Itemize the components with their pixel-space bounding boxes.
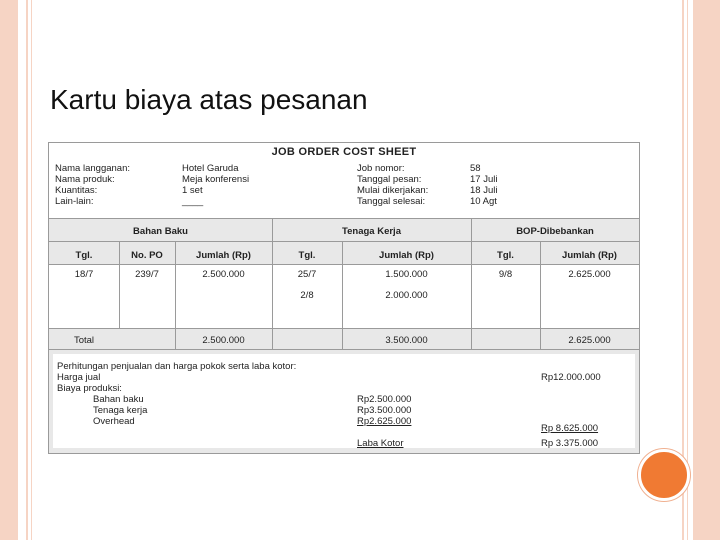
info-label: Lain-lain: bbox=[55, 196, 94, 207]
column-header: Tgl. bbox=[298, 250, 316, 261]
info-value: Hotel Garuda bbox=[182, 163, 239, 174]
info-label: Nama langganan: bbox=[55, 163, 130, 174]
cost-item-label: Bahan baku bbox=[93, 394, 144, 405]
slide-title: Kartu biaya atas pesanan bbox=[50, 84, 368, 115]
total-biaya-value: Rp 8.625.000 bbox=[541, 423, 599, 434]
info-value: 58 bbox=[470, 163, 481, 174]
table-cell: 18/7 bbox=[74, 269, 94, 280]
info-value: ____ bbox=[182, 196, 204, 207]
table-cell: 2.625.000 bbox=[568, 269, 611, 280]
divider bbox=[49, 218, 639, 219]
cost-item-value: Rp2.625.000 bbox=[357, 416, 412, 427]
info-label: Mulai dikerjakan: bbox=[357, 185, 429, 196]
info-label: Kuantitas: bbox=[55, 185, 98, 196]
table-cell: 25/7 bbox=[297, 269, 317, 280]
table-cell: 239/7 bbox=[135, 269, 159, 280]
info-label: Nama produk: bbox=[55, 174, 115, 185]
left-accent-line-thin bbox=[31, 0, 32, 540]
cost-item-value: Rp3.500.000 bbox=[357, 405, 412, 416]
info-value: Meja konferensi bbox=[182, 174, 250, 185]
calc-heading: Perhitungan penjualan dan harga pokok serta laba kotor: bbox=[57, 361, 297, 372]
info-label: Tanggal selesai: bbox=[357, 196, 426, 207]
table-cell: 2.500.000 bbox=[202, 269, 245, 280]
info-value: 18 Juli bbox=[470, 185, 498, 196]
divider bbox=[49, 349, 639, 350]
column-header: Tgl. bbox=[75, 250, 93, 261]
cost-item-value: Rp2.500.000 bbox=[357, 394, 412, 405]
column-header: Jumlah (Rp) bbox=[379, 250, 434, 261]
divider bbox=[49, 328, 639, 329]
info-label: Job nomor: bbox=[357, 163, 405, 174]
column-header: Tgl. bbox=[497, 250, 514, 261]
laba-kotor-value: Rp 3.375.000 bbox=[541, 438, 599, 449]
total-bop: 2.625.000 bbox=[568, 335, 611, 346]
divider bbox=[49, 241, 639, 242]
info-value: 17 Juli bbox=[470, 174, 498, 185]
right-accent-line-thin bbox=[687, 0, 688, 540]
total-label: Total bbox=[73, 335, 95, 346]
total-bahan-baku: 2.500.000 bbox=[202, 335, 245, 346]
column-divider bbox=[471, 218, 472, 349]
cost-item-label: Tenaga kerja bbox=[93, 405, 148, 416]
harga-jual-label: Harga jual bbox=[57, 372, 101, 383]
column-header: Jumlah (Rp) bbox=[196, 250, 251, 261]
section-header-tenaga-kerja: Tenaga Kerja bbox=[342, 226, 401, 237]
left-accent-bar bbox=[0, 0, 18, 540]
column-divider bbox=[272, 218, 273, 349]
right-accent-bar bbox=[693, 0, 720, 540]
divider bbox=[49, 264, 639, 265]
job-order-cost-sheet bbox=[48, 142, 640, 454]
section-header-bop: BOP-Dibebankan bbox=[516, 226, 594, 237]
laba-kotor-label: Laba Kotor bbox=[357, 438, 404, 449]
table-cell: 9/8 bbox=[498, 269, 513, 280]
section-header-bahan-baku: Bahan Baku bbox=[133, 226, 188, 237]
cost-item-label: Overhead bbox=[93, 416, 135, 427]
harga-jual-value: Rp12.000.000 bbox=[541, 372, 601, 383]
orange-circle-decoration bbox=[638, 449, 690, 501]
total-tenaga-kerja: 3.500.000 bbox=[385, 335, 428, 346]
table-cell: 2.000.000 bbox=[385, 290, 428, 301]
table-cell: 1.500.000 bbox=[385, 269, 428, 280]
sheet-title: JOB ORDER COST SHEET bbox=[271, 146, 417, 158]
biaya-produksi-label: Biaya produksi: bbox=[57, 383, 122, 394]
column-header: Jumlah (Rp) bbox=[562, 250, 617, 261]
info-label: Tanggal pesan: bbox=[357, 174, 422, 185]
left-accent-line bbox=[26, 0, 28, 540]
column-header: No. PO bbox=[131, 250, 163, 261]
info-value: 10 Agt bbox=[470, 196, 497, 207]
info-value: 1 set bbox=[182, 185, 203, 196]
table-cell: 2/8 bbox=[300, 290, 314, 301]
